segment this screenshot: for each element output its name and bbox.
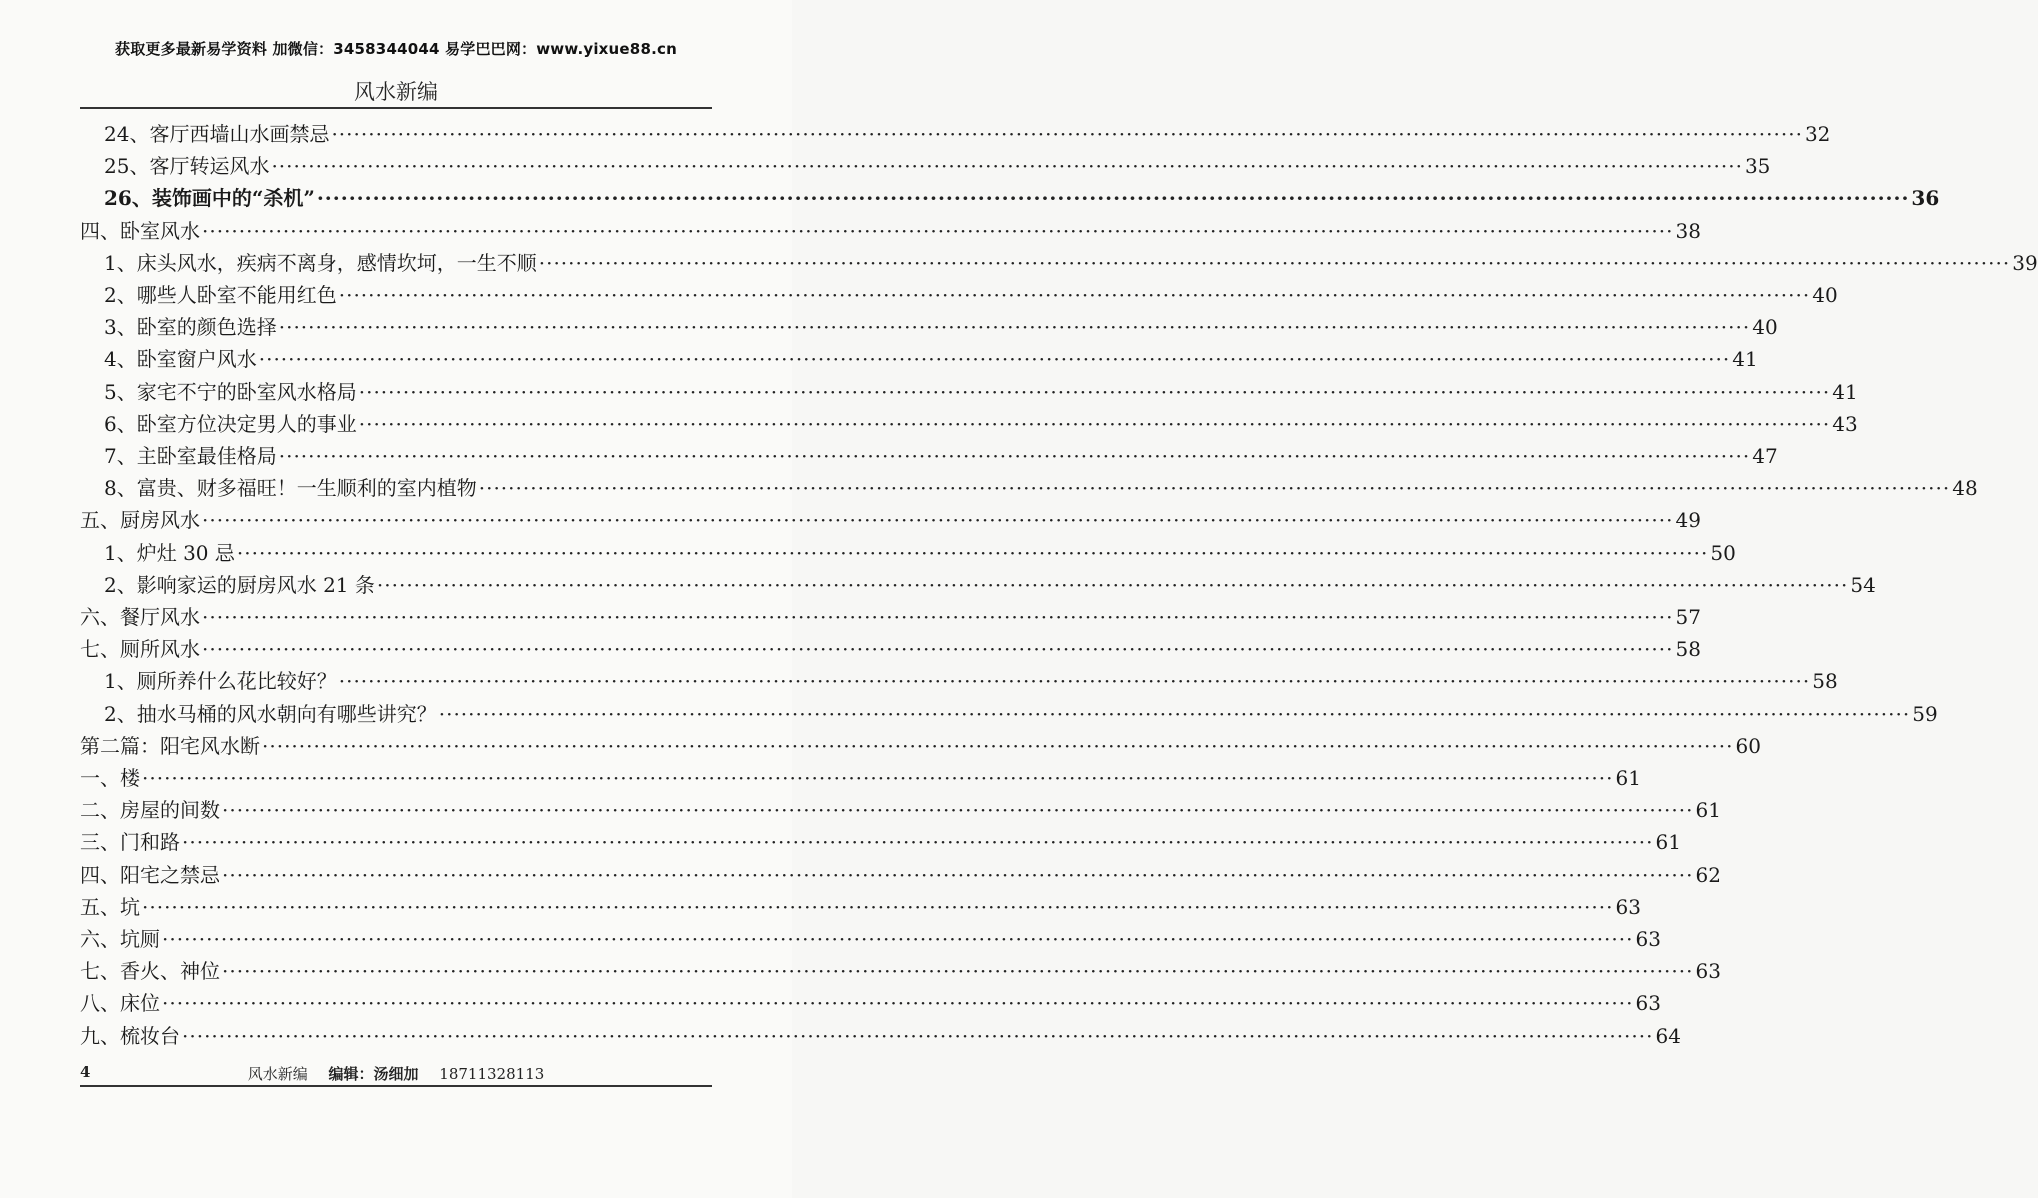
toc-entry-label: 六、餐厅风水 bbox=[80, 605, 200, 629]
toc-leader-dots: ········································································································································································································ bbox=[338, 283, 1811, 307]
toc-entry-label: 4、卧室窗户风水 bbox=[104, 347, 257, 372]
footer-page-number: 4 bbox=[80, 1063, 91, 1081]
toc-entry bbox=[80, 986, 1661, 1018]
footer-center bbox=[80, 1063, 712, 1084]
toc-leader-dots: ········································································································································································································ bbox=[236, 540, 1709, 565]
toc-entry bbox=[80, 858, 1721, 890]
running-header-title: 风水新编 bbox=[354, 80, 438, 104]
toc-entry bbox=[104, 439, 1778, 471]
toc-leader-dots: ········································································································································································································ bbox=[438, 701, 1911, 726]
promo-banner: 获取更多最新易学资料 加微信：3458344044 易学巴巴网：www.yixue88.cn bbox=[115, 40, 677, 58]
toc-entry-page: 35 bbox=[1744, 154, 1771, 179]
toc-entry-page: 41 bbox=[1832, 379, 1858, 404]
toc-entry-page: 43 bbox=[1832, 411, 1858, 436]
toc-entry-page: 48 bbox=[1952, 476, 1978, 501]
toc-entry-label: 一、楼 bbox=[80, 766, 140, 790]
toc-entry-page: 58 bbox=[1675, 637, 1701, 662]
toc-entry bbox=[104, 149, 1771, 181]
toc-entry-page: 50 bbox=[1710, 540, 1736, 565]
toc-leader-dots: ········································································································································································································ bbox=[538, 250, 2011, 275]
toc-entry bbox=[104, 664, 1838, 696]
toc-entry-label: 2、哪些人卧室不能用红色 bbox=[104, 283, 337, 307]
toc-entry bbox=[104, 181, 1940, 213]
toc-entry-page: 63 bbox=[1635, 927, 1661, 951]
toc-entry-label: 九、梳妆台 bbox=[80, 1023, 180, 1048]
toc-entry-label: 1、床头风水，疾病不离身，感情坎坷，一生不顺 bbox=[104, 250, 537, 275]
toc-entry-label: 3、卧室的颜色选择 bbox=[104, 315, 277, 340]
toc-leader-dots: ········································································································································································································ bbox=[358, 411, 1831, 436]
toc-entry-page: 63 bbox=[1695, 959, 1721, 984]
toc-entry-page: 59 bbox=[1912, 701, 1938, 726]
toc-entry-page: 63 bbox=[1615, 894, 1641, 919]
toc-entry bbox=[104, 407, 1858, 439]
toc-entry bbox=[104, 536, 1736, 568]
toc-leader-dots: ········································································································································································································ bbox=[182, 1023, 1654, 1048]
toc-entry-page: 60 bbox=[1735, 733, 1761, 758]
toc-entry-label: 2、影响家运的厨房风水 21 条 bbox=[104, 572, 375, 597]
toc-leader-dots: ········································································································································································································ bbox=[478, 476, 1951, 501]
toc-entry-page: 61 bbox=[1615, 766, 1641, 790]
toc-leader-dots: ········································································································································································································ bbox=[162, 927, 1634, 951]
toc-entry-label: 五、厨房风水 bbox=[80, 508, 200, 533]
toc-entry-page: 61 bbox=[1695, 798, 1721, 823]
toc-entry-page: 58 bbox=[1812, 669, 1838, 694]
toc-entry-label: 7、主卧室最佳格局 bbox=[104, 444, 277, 468]
toc-entry bbox=[80, 890, 1641, 922]
toc-entry-page: 40 bbox=[1752, 315, 1778, 340]
toc-leader-dots: ········································································································································································································ bbox=[358, 379, 1831, 404]
toc-leader-dots: ········································································································································································································ bbox=[262, 733, 1734, 758]
toc-entry-page: 49 bbox=[1675, 508, 1701, 533]
toc-leader-dots: ········································································································································································································ bbox=[376, 572, 1849, 597]
toc-leader-dots: ········································································································································································································ bbox=[142, 766, 1614, 790]
toc-entry-label: 八、床位 bbox=[80, 991, 160, 1016]
toc-entry-label: 四、阳宅之禁忌 bbox=[80, 862, 220, 887]
toc-entry-label: 四、卧室风水 bbox=[80, 218, 200, 243]
toc-leader-dots: ········································································································································································································ bbox=[162, 991, 1634, 1016]
toc-entry-label: 25、客厅转运风水 bbox=[104, 154, 270, 179]
toc-entry bbox=[104, 278, 1838, 310]
toc-entry bbox=[80, 825, 1681, 857]
toc-entry-label: 6、卧室方位决定男人的事业 bbox=[104, 411, 357, 436]
toc-leader-dots: ········································································································································································································ bbox=[222, 862, 1694, 887]
toc-entry-label: 二、房屋的间数 bbox=[80, 798, 220, 823]
toc-leader-dots: ········································································································································································································ bbox=[271, 154, 1743, 179]
toc-entry-page: 63 bbox=[1635, 991, 1661, 1016]
toc-entry bbox=[80, 954, 1721, 986]
toc-leader-dots: ········································································································································································································ bbox=[278, 444, 1751, 468]
toc-entry bbox=[80, 793, 1721, 825]
header-rule bbox=[80, 107, 712, 109]
toc-entry bbox=[104, 342, 1758, 374]
toc-entry bbox=[104, 310, 1778, 342]
toc-entry-label: 1、炉灶 30 忌 bbox=[104, 540, 235, 565]
toc-entry-label: 第二篇：阳宅风水断 bbox=[80, 733, 260, 758]
toc-entry-page: 47 bbox=[1752, 444, 1778, 468]
toc-entry-page: 36 bbox=[1911, 186, 1940, 211]
toc-entry-page: 38 bbox=[1675, 218, 1701, 243]
toc-entry-page: 32 bbox=[1804, 122, 1831, 146]
toc-entry-label: 1、厕所养什么花比较好？ bbox=[104, 669, 337, 694]
toc-entry-page: 41 bbox=[1732, 347, 1758, 372]
toc-entry bbox=[80, 600, 1701, 632]
toc-entry-label: 三、门和路 bbox=[80, 830, 180, 855]
footer-editor: 编辑：汤细加 bbox=[328, 1065, 419, 1083]
toc-entry bbox=[80, 729, 1761, 761]
toc-entry-label: 七、香火、神位 bbox=[80, 959, 220, 984]
toc-entry-page: 57 bbox=[1675, 605, 1701, 629]
toc-leader-dots: ········································································································································································································ bbox=[258, 347, 1731, 372]
toc-entry-page: 61 bbox=[1655, 830, 1681, 855]
toc-leader-dots: ········································································································································································································ bbox=[222, 798, 1694, 823]
toc-leader-dots: ········································································································································································································ bbox=[338, 669, 1811, 694]
toc-leader-dots: ········································································································································································································ bbox=[316, 186, 1910, 211]
toc-entry bbox=[80, 922, 1661, 954]
toc-entry bbox=[104, 697, 1938, 729]
toc-entry-page: 64 bbox=[1655, 1023, 1681, 1048]
footer-rule bbox=[80, 1085, 712, 1087]
footer-book-title: 风水新编 bbox=[247, 1065, 308, 1083]
toc-entry-page: 54 bbox=[1850, 572, 1876, 597]
toc-leader-dots: ········································································································································································································ bbox=[202, 508, 1674, 533]
toc-leader-dots: ········································································································································································································ bbox=[182, 830, 1654, 855]
toc-entry bbox=[80, 1019, 1681, 1051]
toc-entry-label: 六、坑厕 bbox=[80, 927, 160, 951]
toc-entry bbox=[80, 761, 1641, 793]
toc-entry bbox=[104, 568, 1876, 600]
toc-leader-dots: ········································································································································································································ bbox=[278, 315, 1751, 340]
toc-entry-label: 五、坑 bbox=[80, 894, 140, 919]
toc-entry-page: 40 bbox=[1812, 283, 1838, 307]
toc-entry bbox=[104, 117, 1831, 149]
toc-leader-dots: ········································································································································································································ bbox=[331, 122, 1803, 146]
toc-entry bbox=[104, 375, 1858, 407]
toc-entry-page: 39 bbox=[2012, 250, 2038, 275]
toc-leader-dots: ········································································································································································································ bbox=[222, 959, 1694, 984]
footer-phone: 18711328113 bbox=[439, 1065, 545, 1083]
toc-leader-dots: ········································································································································································································ bbox=[142, 894, 1614, 919]
toc-entry-label: 5、家宅不宁的卧室风水格局 bbox=[104, 379, 357, 404]
toc-entry bbox=[80, 632, 1701, 664]
toc-leader-dots: ········································································································································································································ bbox=[202, 218, 1674, 243]
toc-leader-dots: ········································································································································································································ bbox=[202, 605, 1674, 629]
toc-entry-label: 26、装饰画中的“杀机” bbox=[104, 186, 315, 211]
toc-entry bbox=[104, 471, 1978, 503]
toc-entry-label: 2、抽水马桶的风水朝向有哪些讲究？ bbox=[104, 701, 437, 726]
toc-entry-label: 24、客厅西墙山水画禁忌 bbox=[104, 122, 330, 146]
toc-entry bbox=[80, 503, 1701, 535]
toc-entry bbox=[80, 214, 1701, 246]
toc-leader-dots: ········································································································································································································ bbox=[202, 637, 1674, 662]
toc-entry-page: 62 bbox=[1695, 862, 1721, 887]
toc-entry-label: 七、厕所风水 bbox=[80, 637, 200, 662]
toc-entry-label: 8、富贵、财多福旺！一生顺利的室内植物 bbox=[104, 476, 477, 501]
toc-entry bbox=[104, 246, 2038, 278]
